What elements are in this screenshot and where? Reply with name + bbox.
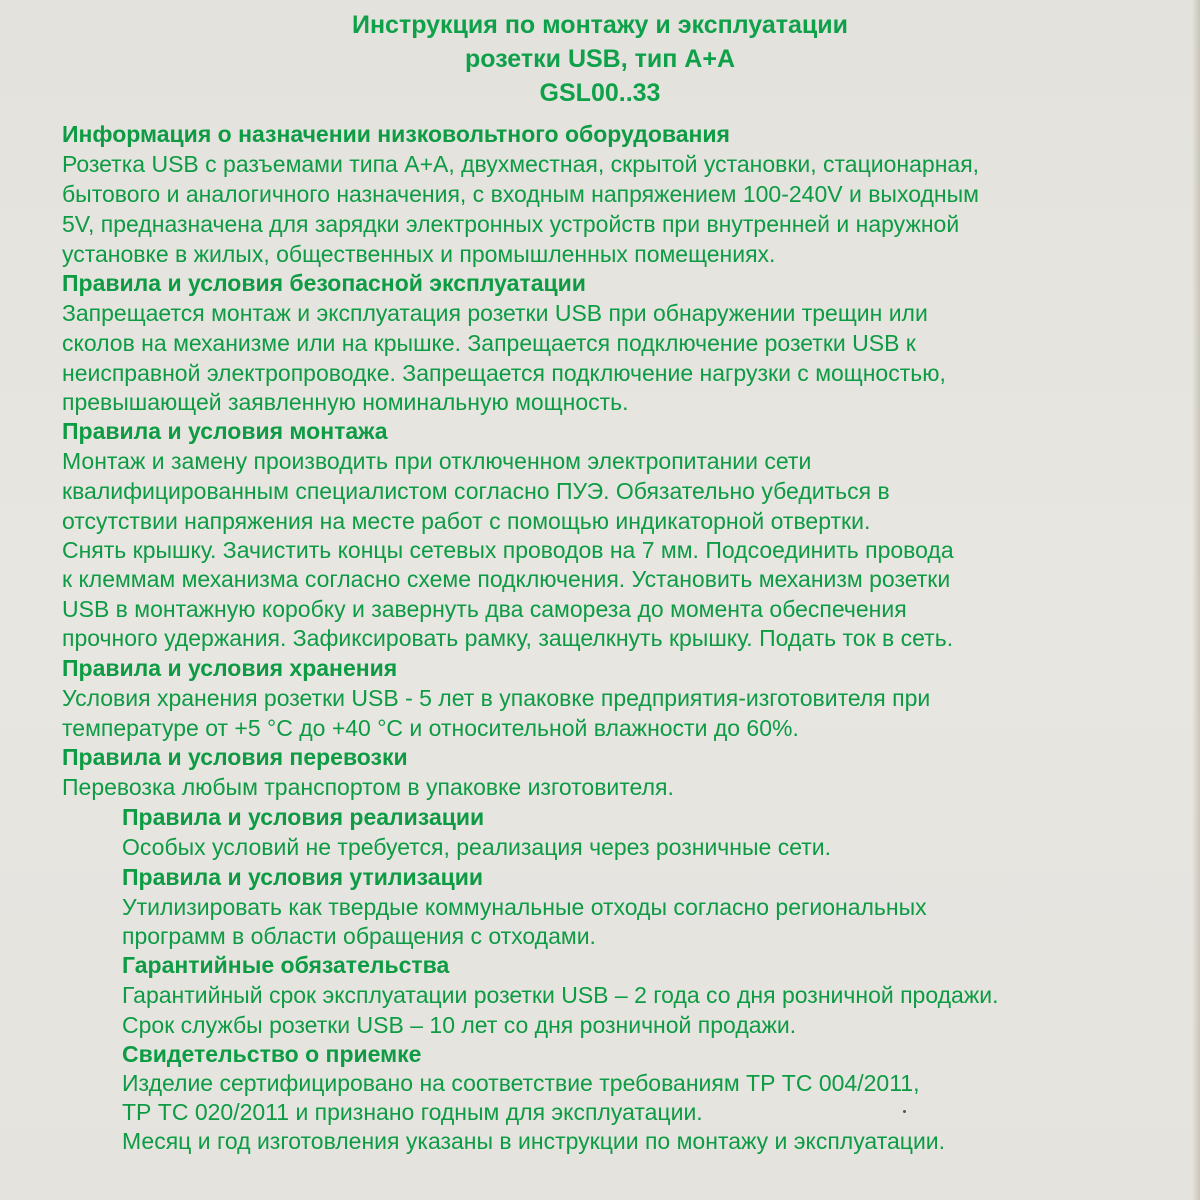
section-text-line: Изделие сертифицировано на соответствие требованиям ТР ТС 004/2011, [122, 1070, 920, 1096]
section-text-line: программ в области обращения с отходами. [122, 923, 596, 949]
page-edge-shadow [1192, 0, 1200, 1200]
section-heading-sale: Правила и условия реализации [122, 804, 485, 830]
section-heading-disposal: Правила и условия утилизации [122, 864, 483, 890]
section-text-line: к клеммам механизма согласно схеме подключения. Установить механизм розетки [62, 566, 951, 592]
section-heading-storage: Правила и условия хранения [62, 655, 398, 681]
section-text-line: отсутствии напряжения на месте работ с помощью индикаторной отвертки. [62, 508, 871, 534]
section-text-line: Запрещается монтаж и эксплуатация розетки USB при обнаружении трещин или [62, 300, 928, 326]
section-text-line: бытового и аналогичного назначения, с входным напряжением 100-240V и выходным [62, 181, 979, 207]
section-heading-acceptance: Свидетельство о приемке [122, 1041, 422, 1067]
section-heading-transport: Правила и условия перевозки [62, 744, 408, 770]
section-text-line: Условия хранения розетки USB - 5 лет в упаковке предприятия-изготовителя при [62, 685, 931, 711]
section-text-line: превышающей заявленную номинальную мощность. [62, 389, 629, 415]
section-text-line: Монтаж и замену производить при отключенном электропитании сети [62, 448, 812, 474]
section-text-line: 5V, предназначена для зарядки электронных устройств при внутренней и наружной [62, 211, 960, 237]
section-heading-installation: Правила и условия монтажа [62, 418, 388, 444]
section-text-line: Утилизировать как твердые коммунальные отходы согласно региональных [122, 894, 927, 920]
section-heading-safety: Правила и условия безопасной эксплуатации [62, 270, 586, 296]
document-title [0, 8, 1200, 110]
section-text-line: Особых условий не требуется, реализация через розничные сети. [122, 834, 831, 860]
section-text-line: Срок службы розетки USB – 10 лет со дня розничной продажи. [122, 1012, 797, 1038]
section-heading-purpose: Информация о назначении низковольтного оборудования [62, 121, 730, 147]
title-line-1: Инструкция по монтажу и эксплуатации [351, 11, 848, 39]
section-text-line: установке в жилых, общественных и промышленных помещениях. [62, 241, 776, 267]
section-text-line: квалифицированным специалистом согласно ПУЭ. Обязательно убедиться в [62, 478, 890, 504]
section-text-line: температуре от +5 °С до +40 °С и относительной влажности до 60%. [62, 715, 799, 741]
section-text-line: прочного удержания. Зафиксировать рамку, защелкнуть крышку. Подать ток в сеть. [62, 625, 954, 651]
section-text-line: Розетка USB с разъемами типа А+А, двухместная, скрытой установки, стационарная, [62, 151, 980, 177]
section-text-line: Перевозка любым транспортом в упаковке изготовителя. [62, 774, 674, 800]
section-text-line: Гарантийный срок эксплуатации розетки USB – 2 года со дня розничной продажи. [122, 982, 999, 1008]
print-speck [903, 1110, 906, 1113]
section-text-line: неисправной электропроводке. Запрещается подключение нагрузки с мощностью, [62, 360, 946, 386]
section-text-line: Месяц и год изготовления указаны в инструкции по монтажу и эксплуатации. [122, 1128, 946, 1154]
section-text-line: Снять крышку. Зачистить концы сетевых проводов на 7 мм. Подсоединить провода [62, 537, 954, 563]
section-heading-warranty: Гарантийные обязательства [122, 952, 450, 978]
section-text-line: ТР ТС 020/2011 и признано годным для эксплуатации. [122, 1099, 703, 1125]
title-line-3: GSL00..33 [539, 79, 661, 107]
section-text-line: USB в монтажную коробку и завернуть два самореза до момента обеспечения [62, 596, 907, 622]
title-line-2: розетки USB, тип А+А [465, 45, 735, 73]
section-text-line: сколов на механизме или на крышке. Запрещается подключение розетки USB к [62, 330, 916, 356]
